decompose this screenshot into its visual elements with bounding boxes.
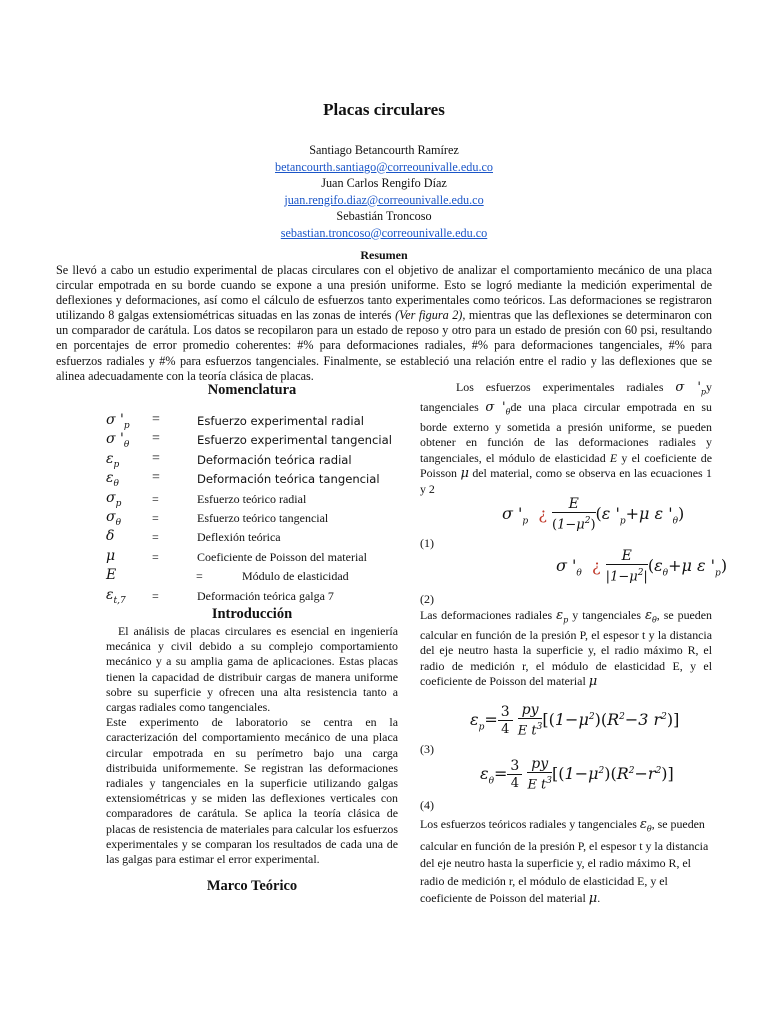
- equals-sign: =: [196, 569, 203, 584]
- author-block: [0, 142, 768, 241]
- nomenclature-row: [106, 451, 406, 470]
- introduction-paragraph: Este experimento de laboratorio se centra en la caracterización del comportamiento mecánico de una placa circular empotrada en su perímetro bajo una carga distribuida uniformemente. Se registran las deformaciones radiales y tangenciales en la superficie utilizando galgas extensiométricas y se miden las deflexiones verticales con comparadores de carátula. Se aplica la teoría clásica de placas de resistencia de materiales para calcular los esfuerzos experimentales y se comparan los resultados de cada una de las galgas para estimar el error experimental.: [106, 715, 398, 867]
- equation-1: σ '$_p$ ¿ $\frac{E}{(1-\mu^2)}$ (ε '$_p+\mu$ ε '$_\theta$): [502, 496, 685, 533]
- author-email-link[interactable]: sebastian.troncoso@correounivalle.edu.co: [280, 225, 488, 240]
- nomenclature-symbol: $\varepsilon_{t,7}$: [106, 586, 126, 606]
- theory-paragraph: Las deformaciones radiales $\varepsilon_p$ y tangenciales $\varepsilon_\theta$, se pueden calcular en función de la presión P, el espesor t y la distancia del eje neutro hasta la superficie y, el radio máximo R, el radio de medición r, el módulo de elasticidad E, y el coeficiente de Poisson del material μ: [420, 608, 712, 690]
- theory-heading: Marco Teórico: [206, 878, 298, 894]
- equation-4: $\varepsilon_\theta=$ $\frac{3}{4}$ $\frac{py}{E t^3}$ $[(1-\mu^2)(R^2-r^2)]$: [480, 756, 674, 793]
- equation-2: σ '$_\theta$ ¿ $\frac{E}{|1-\mu^2|}$ ($\varepsilon_\theta+\mu$ ε '$_p$): [556, 548, 728, 585]
- nomenclature-description: Coeficiente de Poisson del material: [197, 549, 367, 564]
- equation-3: $\varepsilon_p=$ $\frac{3}{4}$ $\frac{py}{E t^3}$ [$(1-\mu^2)(R^2-3$ $r^2$)]: [470, 702, 680, 739]
- introduction-body: [106, 624, 398, 867]
- author-name: Santiago Betancourth Ramírez: [309, 143, 459, 157]
- equals-sign: =: [152, 510, 159, 525]
- nomenclature-description: Deflexión teórica: [197, 530, 281, 545]
- author-email-link[interactable]: betancourth.santiago@correounivalle.edu.co: [275, 159, 493, 174]
- nomenclature-symbol: δ: [106, 528, 115, 545]
- equals-sign: =: [152, 491, 159, 506]
- nomenclature-row: [106, 587, 406, 606]
- nomenclature-description: Esfuerzo experimental radial: [197, 414, 364, 428]
- nomenclature-row: [106, 567, 406, 586]
- nomenclature-row: [106, 548, 406, 567]
- introduction-paragraph: El análisis de placas circulares es esencial en ingeniería mecánica y civil debido a su complejo comportamiento mecánico y a su amplia gama de aplicaciones. Estas placas tienen la capacidad de distribuir cargas de manera uniforme sobre su superficie y ofrecen una alta resistencia tanto a cargas radiales como tangenciales.: [106, 624, 398, 715]
- nomenclature-symbol: μ: [106, 547, 116, 564]
- nomenclature-row: [106, 509, 406, 528]
- nomenclature-symbol: σ '$_\theta$: [106, 431, 130, 451]
- equals-sign: =: [152, 412, 160, 427]
- theory-paragraph: Los esfuerzos experimentales radiales σ '$_py$ tangenciales σ '$_\theta de$ una placa circular empotrada en su borde externo y sometida a presión uniforme, se pueden obtener en función de las deformaciones radiales y tangenciales, el módulo de elasticidad E y el coeficiente de Poisson μ del material, como se observa en las ecuaciones 1 y 2: [420, 380, 712, 496]
- nomenclature-description: Deformación teórica tangencial: [197, 472, 380, 487]
- nomenclature-symbol: E: [106, 567, 117, 584]
- equals-sign: =: [152, 549, 159, 564]
- nomenclature-table: [106, 412, 406, 606]
- equals-sign: =: [152, 470, 160, 486]
- equals-sign: =: [152, 450, 160, 466]
- nomenclature-row: [106, 470, 406, 489]
- paper-title: Placas circulares: [323, 100, 445, 119]
- nomenclature-description: Esfuerzo experimental tangencial: [197, 433, 392, 448]
- abstract-text-part: Se llevó a cabo un estudio experimental de placas circulares con el objetivo de analizar el comportamiento mecánico de una placa circular empotrada en su borde cuando se expone a una presión uniforme. Esto se logró mediante la medición experimental de deflexiones y deformaciones, así como el cálculo de esfuerzos tanto experimentales como teóricos. Las deformaciones se registraron utilizando 8 galgas extensiométricas situadas en las zonas de interés: [56, 263, 712, 323]
- equals-sign: =: [152, 431, 160, 447]
- nomenclature-heading: Nomenclatura: [207, 382, 297, 398]
- equation-number: (1): [420, 536, 434, 550]
- nomenclature-row: [106, 412, 406, 431]
- author-name: Sebastián Troncoso: [336, 209, 432, 223]
- left-column: [106, 382, 398, 894]
- equation-number: (3): [420, 742, 434, 756]
- equals-sign: =: [152, 588, 159, 603]
- nomenclature-description: Esfuerzo teórico tangencial: [197, 510, 329, 525]
- nomenclature-description: Módulo de elasticidad: [242, 569, 349, 584]
- nomenclature-description: Deformación teórica galga 7: [197, 588, 334, 603]
- equation-number: (4): [420, 798, 434, 812]
- equation-number: (2): [420, 592, 434, 606]
- author-email-link[interactable]: juan.rengifo.diaz@correounivalle.edu.co: [284, 192, 484, 207]
- abstract-text-part: , mientras que las deflexiones se determinaron con un comparador de carátula. Los datos se recopilaron para un estado de reposo y otro para un estado de presión con 60 psi, resultando en porcentajes de error promedio coherentes: #% para deformaciones radiales, #% para deformaciones tangenciales, #% para esfuerzos radiales y #% para esfuerzos tangenciales. Finalmente, se estableció una relación entre el radio y las deflexiones que se alinea adecuadamente con la teoría clásica de placas.: [56, 308, 712, 383]
- nomenclature-symbol: $\sigma_\theta$: [106, 508, 121, 528]
- nomenclature-symbol: $\varepsilon_p$: [106, 450, 120, 470]
- theory-paragraph: Los esfuerzos teóricos radiales y tangenciales $\varepsilon_\theta$, se pueden calcular en función de la presión P, el espesor t y la distancia del eje neutro hasta la superficie y, el radio máximo R, el radio de medición r, el módulo de elasticidad E, y el coeficiente de Poisson del material μ.: [420, 817, 709, 907]
- introduction-heading: Introducción: [211, 606, 293, 622]
- nomenclature-description: Esfuerzo teórico radial: [197, 491, 307, 506]
- nomenclature-description: Deformación teórica radial: [197, 452, 352, 467]
- equals-sign: =: [152, 530, 159, 545]
- nomenclature-row: [106, 431, 406, 450]
- author-name: Juan Carlos Rengifo Díaz: [321, 176, 447, 190]
- nomenclature-symbol: $\sigma_p$: [106, 489, 122, 509]
- abstract-text: [56, 263, 712, 384]
- nomenclature-symbol: $\varepsilon_\theta$: [106, 470, 119, 489]
- abstract-figure-ref: (Ver figura 2): [395, 308, 463, 323]
- abstract-heading: Resumen: [360, 248, 408, 262]
- nomenclature-row: [106, 528, 406, 547]
- nomenclature-symbol: σ '$_p$: [106, 412, 130, 431]
- nomenclature-row: [106, 490, 406, 509]
